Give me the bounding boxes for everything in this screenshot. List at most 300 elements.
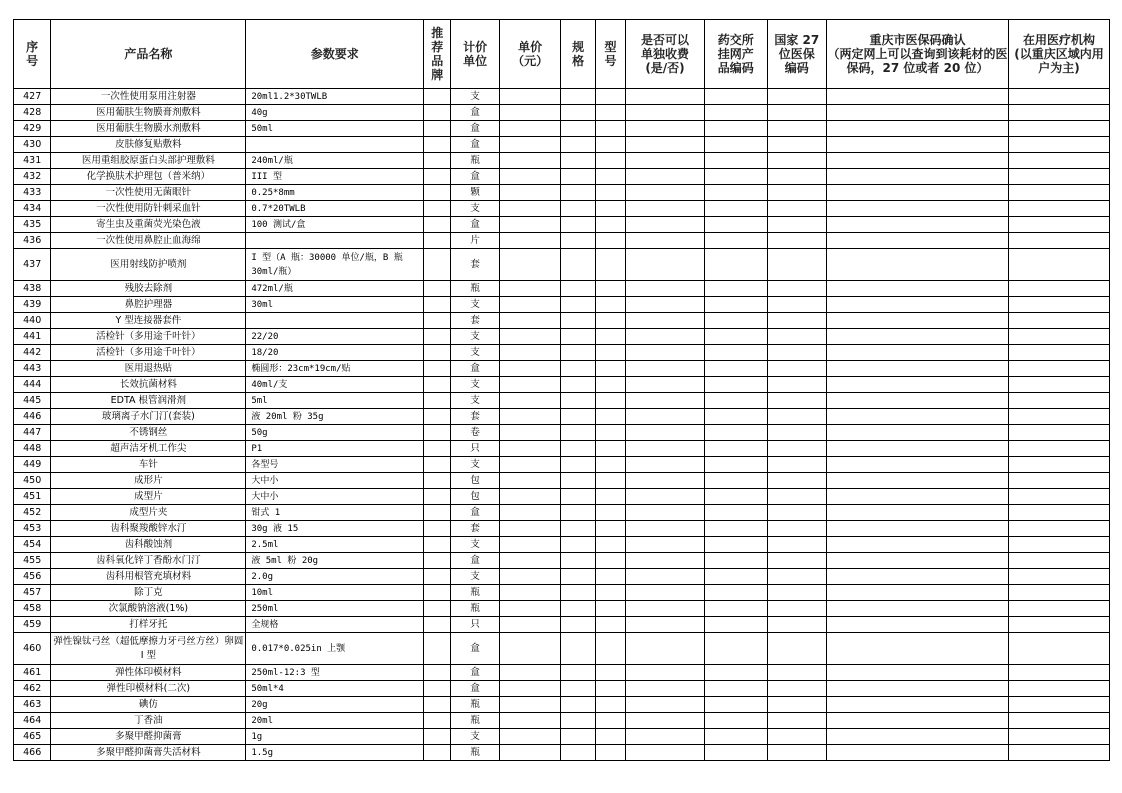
cell-price xyxy=(499,665,561,681)
cell-brand xyxy=(424,89,451,105)
cell-institution xyxy=(1008,249,1109,281)
cell-size xyxy=(561,665,595,681)
cell-spec: 钳式 1 xyxy=(246,505,424,521)
cell-seq: 464 xyxy=(14,713,51,729)
table-row xyxy=(14,217,1110,233)
cell-platform-code xyxy=(704,105,767,121)
cell-size xyxy=(561,601,595,617)
table-row xyxy=(14,745,1110,761)
cell-institution xyxy=(1008,377,1109,393)
cell-price xyxy=(499,377,561,393)
cell-platform-code xyxy=(704,281,767,297)
cell-cq-code xyxy=(827,185,1009,201)
cell-seq: 462 xyxy=(14,681,51,697)
cell-unit: 包 xyxy=(451,489,499,505)
cell-spec: I 型（A 瓶：30000 单位/瓶，B 瓶 30ml/瓶） xyxy=(246,249,424,281)
cell-unit: 盒 xyxy=(451,633,499,665)
cell-institution xyxy=(1008,217,1109,233)
cell-model xyxy=(595,361,625,377)
cell-seq: 454 xyxy=(14,537,51,553)
cell-brand xyxy=(424,313,451,329)
cell-brand xyxy=(424,345,451,361)
cell-platform-code xyxy=(704,745,767,761)
cell-cq-code xyxy=(827,89,1009,105)
cell-size xyxy=(561,617,595,633)
cell-brand xyxy=(424,457,451,473)
cell-model xyxy=(595,473,625,489)
cell-brand xyxy=(424,185,451,201)
cell-size xyxy=(561,441,595,457)
cell-cq-code xyxy=(827,537,1009,553)
cell-charge xyxy=(626,569,705,585)
cell-national-code xyxy=(767,441,827,457)
cell-spec: 22/20 xyxy=(246,329,424,345)
cell-product-name: Y 型连接器套件 xyxy=(51,313,246,329)
cell-brand xyxy=(424,377,451,393)
col-header-institution: 在用医疗机构 (以重庆区域内用户为主) xyxy=(1008,20,1109,89)
cell-seq: 444 xyxy=(14,377,51,393)
cell-brand xyxy=(424,585,451,601)
cell-national-code xyxy=(767,169,827,185)
cell-cq-code xyxy=(827,393,1009,409)
cell-spec: III 型 xyxy=(246,169,424,185)
cell-charge xyxy=(626,105,705,121)
cell-unit: 包 xyxy=(451,473,499,489)
cell-spec xyxy=(246,313,424,329)
cell-unit: 只 xyxy=(451,441,499,457)
cell-product-name: 齿科聚羧酸锌水汀 xyxy=(51,521,246,537)
cell-spec: 10ml xyxy=(246,585,424,601)
cell-spec: 0.7*20TWLB xyxy=(246,201,424,217)
table-row xyxy=(14,89,1110,105)
cell-product-name: 玻璃离子水门汀(套装) xyxy=(51,409,246,425)
table-row xyxy=(14,137,1110,153)
cell-brand xyxy=(424,697,451,713)
cell-national-code xyxy=(767,569,827,585)
cell-model xyxy=(595,569,625,585)
cell-cq-code xyxy=(827,153,1009,169)
cell-charge xyxy=(626,713,705,729)
cell-charge xyxy=(626,137,705,153)
cell-model xyxy=(595,681,625,697)
table-row xyxy=(14,633,1110,665)
cell-national-code xyxy=(767,457,827,473)
cell-unit: 支 xyxy=(451,345,499,361)
cell-spec: 0.25*8mm xyxy=(246,185,424,201)
cell-spec: 20ml1.2*30TWLB xyxy=(246,89,424,105)
cell-seq: 453 xyxy=(14,521,51,537)
cell-brand xyxy=(424,393,451,409)
cell-size xyxy=(561,377,595,393)
cell-unit: 支 xyxy=(451,457,499,473)
cell-unit: 支 xyxy=(451,729,499,745)
cell-platform-code xyxy=(704,601,767,617)
table-row xyxy=(14,297,1110,313)
cell-seq: 456 xyxy=(14,569,51,585)
cell-model xyxy=(595,89,625,105)
cell-product-name: 活检针（多用途千叶针） xyxy=(51,329,246,345)
cell-model xyxy=(595,745,625,761)
cell-unit: 支 xyxy=(451,377,499,393)
cell-platform-code xyxy=(704,665,767,681)
cell-price xyxy=(499,153,561,169)
cell-seq: 429 xyxy=(14,121,51,137)
cell-model xyxy=(595,345,625,361)
cell-platform-code xyxy=(704,633,767,665)
table-row xyxy=(14,569,1110,585)
table-row xyxy=(14,441,1110,457)
cell-national-code xyxy=(767,313,827,329)
cell-charge xyxy=(626,217,705,233)
cell-price xyxy=(499,585,561,601)
cell-platform-code xyxy=(704,297,767,313)
col-header-brand: 推 荐 品 牌 xyxy=(424,20,451,89)
cell-price xyxy=(499,345,561,361)
cell-size xyxy=(561,585,595,601)
cell-seq: 451 xyxy=(14,489,51,505)
cell-institution xyxy=(1008,233,1109,249)
cell-platform-code xyxy=(704,249,767,281)
cell-price xyxy=(499,745,561,761)
cell-price xyxy=(499,441,561,457)
cell-national-code xyxy=(767,617,827,633)
cell-product-name: 一次性使用泵用注射器 xyxy=(51,89,246,105)
cell-brand xyxy=(424,681,451,697)
table-row xyxy=(14,473,1110,489)
cell-seq: 435 xyxy=(14,217,51,233)
cell-price xyxy=(499,553,561,569)
cell-size xyxy=(561,473,595,489)
cell-model xyxy=(595,329,625,345)
table-row xyxy=(14,345,1110,361)
cell-size xyxy=(561,409,595,425)
cell-brand xyxy=(424,361,451,377)
table-row xyxy=(14,281,1110,297)
cell-product-name: 多聚甲醛抑菌膏失活材料 xyxy=(51,745,246,761)
col-header-cq-code: 重庆市医保码确认 （两定网上可以查询到该耗材的医保码，27 位或者 20 位） xyxy=(827,20,1009,89)
cell-product-name: 成型片夹 xyxy=(51,505,246,521)
cell-cq-code xyxy=(827,489,1009,505)
cell-institution xyxy=(1008,553,1109,569)
product-table xyxy=(13,19,1110,761)
cell-platform-code xyxy=(704,713,767,729)
cell-product-name: 皮肤修复贴敷料 xyxy=(51,137,246,153)
cell-platform-code xyxy=(704,585,767,601)
cell-spec: 0.017*0.025in 上颚 xyxy=(246,633,424,665)
cell-cq-code xyxy=(827,601,1009,617)
cell-brand xyxy=(424,553,451,569)
cell-brand xyxy=(424,473,451,489)
cell-charge xyxy=(626,505,705,521)
cell-brand xyxy=(424,729,451,745)
cell-seq: 428 xyxy=(14,105,51,121)
cell-price xyxy=(499,601,561,617)
cell-cq-code xyxy=(827,313,1009,329)
cell-price xyxy=(499,217,561,233)
cell-seq: 436 xyxy=(14,233,51,249)
cell-product-name: 打样牙托 xyxy=(51,617,246,633)
cell-spec: 30g 液 15 xyxy=(246,521,424,537)
cell-cq-code xyxy=(827,297,1009,313)
cell-institution xyxy=(1008,441,1109,457)
cell-institution xyxy=(1008,201,1109,217)
cell-price xyxy=(499,521,561,537)
cell-cq-code xyxy=(827,425,1009,441)
cell-unit: 瓶 xyxy=(451,745,499,761)
cell-platform-code xyxy=(704,313,767,329)
cell-national-code xyxy=(767,409,827,425)
cell-national-code xyxy=(767,585,827,601)
cell-charge xyxy=(626,553,705,569)
cell-spec: 液 5ml 粉 20g xyxy=(246,553,424,569)
cell-unit: 支 xyxy=(451,89,499,105)
cell-price xyxy=(499,121,561,137)
cell-platform-code xyxy=(704,521,767,537)
cell-platform-code xyxy=(704,345,767,361)
cell-institution xyxy=(1008,425,1109,441)
table-row xyxy=(14,329,1110,345)
table-row xyxy=(14,169,1110,185)
cell-cq-code xyxy=(827,377,1009,393)
col-header-spec: 参数要求 xyxy=(246,20,424,89)
cell-institution xyxy=(1008,537,1109,553)
cell-institution xyxy=(1008,505,1109,521)
table-row xyxy=(14,681,1110,697)
cell-size xyxy=(561,185,595,201)
table-row xyxy=(14,729,1110,745)
cell-unit: 支 xyxy=(451,201,499,217)
cell-brand xyxy=(424,137,451,153)
cell-product-name: EDTA 根管润滑剂 xyxy=(51,393,246,409)
cell-seq: 434 xyxy=(14,201,51,217)
table-row xyxy=(14,361,1110,377)
cell-model xyxy=(595,457,625,473)
cell-product-name: 齿科酸蚀剂 xyxy=(51,537,246,553)
cell-unit: 卷 xyxy=(451,425,499,441)
cell-brand xyxy=(424,505,451,521)
cell-platform-code xyxy=(704,185,767,201)
cell-cq-code xyxy=(827,665,1009,681)
cell-product-name: 医用重组胶原蛋白头部护理敷料 xyxy=(51,153,246,169)
cell-institution xyxy=(1008,745,1109,761)
cell-platform-code xyxy=(704,441,767,457)
cell-spec: 250ml xyxy=(246,601,424,617)
cell-brand xyxy=(424,329,451,345)
cell-cq-code xyxy=(827,681,1009,697)
cell-seq: 455 xyxy=(14,553,51,569)
cell-brand xyxy=(424,617,451,633)
cell-unit: 支 xyxy=(451,393,499,409)
cell-model xyxy=(595,425,625,441)
cell-seq: 459 xyxy=(14,617,51,633)
cell-size xyxy=(561,569,595,585)
cell-charge xyxy=(626,313,705,329)
cell-national-code xyxy=(767,121,827,137)
cell-price xyxy=(499,89,561,105)
cell-size xyxy=(561,89,595,105)
cell-charge xyxy=(626,345,705,361)
cell-product-name: 活检针（多用途千叶针） xyxy=(51,345,246,361)
cell-product-name: 除丁克 xyxy=(51,585,246,601)
cell-product-name: 弹性体印模材料 xyxy=(51,665,246,681)
cell-product-name: 不锈钢丝 xyxy=(51,425,246,441)
col-header-platform-code: 药交所 挂网产 品编码 xyxy=(704,20,767,89)
cell-product-name: 齿科氧化锌丁香酚水门汀 xyxy=(51,553,246,569)
cell-institution xyxy=(1008,601,1109,617)
cell-institution xyxy=(1008,585,1109,601)
cell-size xyxy=(561,217,595,233)
cell-unit: 只 xyxy=(451,617,499,633)
cell-national-code xyxy=(767,201,827,217)
cell-size xyxy=(561,105,595,121)
cell-institution xyxy=(1008,473,1109,489)
table-row xyxy=(14,585,1110,601)
cell-charge xyxy=(626,153,705,169)
cell-national-code xyxy=(767,217,827,233)
cell-price xyxy=(499,729,561,745)
cell-price xyxy=(499,169,561,185)
cell-unit: 盒 xyxy=(451,137,499,153)
cell-model xyxy=(595,137,625,153)
cell-product-name: 丁香油 xyxy=(51,713,246,729)
cell-price xyxy=(499,137,561,153)
cell-charge xyxy=(626,425,705,441)
cell-institution xyxy=(1008,361,1109,377)
cell-platform-code xyxy=(704,121,767,137)
cell-charge xyxy=(626,281,705,297)
cell-model xyxy=(595,233,625,249)
cell-charge xyxy=(626,249,705,281)
cell-seq: 433 xyxy=(14,185,51,201)
cell-unit: 瓶 xyxy=(451,713,499,729)
cell-charge xyxy=(626,201,705,217)
cell-product-name: 车针 xyxy=(51,457,246,473)
cell-size xyxy=(561,201,595,217)
cell-product-name: 齿科用根管充填材料 xyxy=(51,569,246,585)
cell-model xyxy=(595,713,625,729)
col-header-seq: 序 号 xyxy=(14,20,51,89)
cell-model xyxy=(595,489,625,505)
cell-cq-code xyxy=(827,585,1009,601)
cell-platform-code xyxy=(704,569,767,585)
cell-size xyxy=(561,281,595,297)
cell-model xyxy=(595,537,625,553)
cell-brand xyxy=(424,569,451,585)
cell-price xyxy=(499,361,561,377)
cell-product-name: 化学换肤术护理包（普米纳） xyxy=(51,169,246,185)
cell-model xyxy=(595,297,625,313)
cell-unit: 盒 xyxy=(451,169,499,185)
cell-spec: 大中小 xyxy=(246,489,424,505)
cell-spec: 240ml/瓶 xyxy=(246,153,424,169)
cell-cq-code xyxy=(827,345,1009,361)
cell-product-name: 碘仿 xyxy=(51,697,246,713)
cell-platform-code xyxy=(704,729,767,745)
cell-spec: 18/20 xyxy=(246,345,424,361)
cell-seq: 450 xyxy=(14,473,51,489)
cell-model xyxy=(595,441,625,457)
table-row xyxy=(14,521,1110,537)
cell-product-name: 鼻腔护理器 xyxy=(51,297,246,313)
cell-platform-code xyxy=(704,233,767,249)
cell-national-code xyxy=(767,185,827,201)
table-row xyxy=(14,553,1110,569)
cell-national-code xyxy=(767,425,827,441)
cell-brand xyxy=(424,745,451,761)
cell-unit: 套 xyxy=(451,409,499,425)
cell-seq: 460 xyxy=(14,633,51,665)
table-row xyxy=(14,313,1110,329)
cell-size xyxy=(561,329,595,345)
cell-product-name: 弹性镍钛弓丝（超低摩擦力牙弓丝方丝）卵圆 I 型 xyxy=(51,633,246,665)
cell-size xyxy=(561,153,595,169)
cell-seq: 432 xyxy=(14,169,51,185)
cell-unit: 瓶 xyxy=(451,697,499,713)
cell-platform-code xyxy=(704,409,767,425)
table-row xyxy=(14,601,1110,617)
cell-charge xyxy=(626,473,705,489)
cell-cq-code xyxy=(827,233,1009,249)
cell-charge xyxy=(626,521,705,537)
cell-price xyxy=(499,185,561,201)
cell-national-code xyxy=(767,537,827,553)
cell-model xyxy=(595,601,625,617)
cell-platform-code xyxy=(704,201,767,217)
cell-model xyxy=(595,617,625,633)
cell-unit: 支 xyxy=(451,569,499,585)
cell-national-code xyxy=(767,601,827,617)
table-row xyxy=(14,201,1110,217)
cell-seq: 443 xyxy=(14,361,51,377)
cell-cq-code xyxy=(827,713,1009,729)
cell-size xyxy=(561,393,595,409)
cell-brand xyxy=(424,281,451,297)
cell-model xyxy=(595,665,625,681)
cell-brand xyxy=(424,521,451,537)
cell-seq: 427 xyxy=(14,89,51,105)
cell-institution xyxy=(1008,153,1109,169)
col-header-unit: 计价 单位 xyxy=(451,20,499,89)
cell-seq: 458 xyxy=(14,601,51,617)
cell-brand xyxy=(424,217,451,233)
cell-model xyxy=(595,697,625,713)
cell-brand xyxy=(424,121,451,137)
cell-institution xyxy=(1008,409,1109,425)
col-header-price: 单价 （元） xyxy=(499,20,561,89)
cell-platform-code xyxy=(704,537,767,553)
cell-charge xyxy=(626,329,705,345)
cell-institution xyxy=(1008,617,1109,633)
cell-charge xyxy=(626,457,705,473)
cell-charge xyxy=(626,617,705,633)
cell-national-code xyxy=(767,137,827,153)
cell-institution xyxy=(1008,489,1109,505)
cell-price xyxy=(499,233,561,249)
cell-size xyxy=(561,121,595,137)
cell-charge xyxy=(626,697,705,713)
cell-price xyxy=(499,201,561,217)
cell-size xyxy=(561,345,595,361)
cell-institution xyxy=(1008,105,1109,121)
cell-price xyxy=(499,249,561,281)
table-row xyxy=(14,713,1110,729)
cell-seq: 448 xyxy=(14,441,51,457)
cell-size xyxy=(561,713,595,729)
cell-model xyxy=(595,281,625,297)
cell-national-code xyxy=(767,393,827,409)
cell-charge xyxy=(626,185,705,201)
cell-institution xyxy=(1008,521,1109,537)
